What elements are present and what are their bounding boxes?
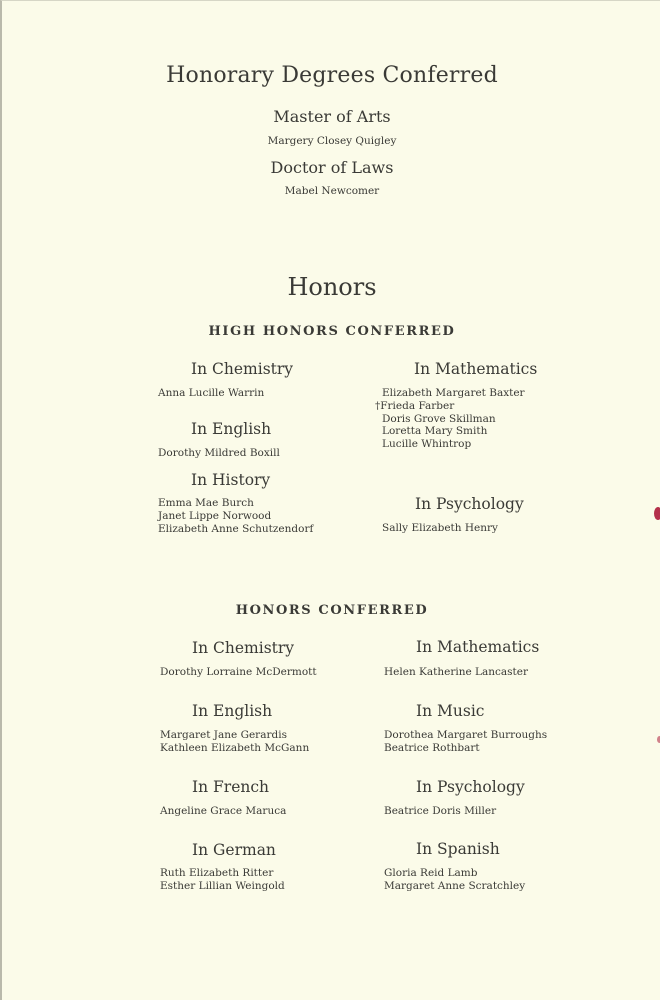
- degree-master-of-arts: Master of Arts: [273, 107, 391, 126]
- names-english: [160, 729, 309, 755]
- honoree-name: Emma Mae Burch: [158, 497, 254, 509]
- subject-chemistry: In Chemistry: [192, 639, 295, 657]
- subject-german: In German: [192, 841, 276, 859]
- names-mathematics: [384, 666, 528, 679]
- names-german: [160, 867, 285, 893]
- subject-mathematics: In Mathematics: [416, 638, 540, 656]
- honorary-degrees-title: Honorary Degrees Conferred: [166, 63, 498, 88]
- subject-music: In Music: [416, 702, 485, 720]
- high-names-chemistry: [158, 387, 264, 400]
- names-chemistry: [160, 666, 317, 679]
- honoree-name: Elizabeth Anne Schutzendorf: [158, 522, 314, 535]
- high-subject-history: In History: [191, 471, 271, 489]
- degree-doctor-of-laws: Doctor of Laws: [270, 158, 394, 177]
- honoree-name: Beatrice Rothbart: [384, 741, 480, 754]
- honoree-name: Helen Katherine Lancaster: [384, 666, 529, 678]
- high-names-mathematics: [375, 387, 525, 451]
- honoree-name: Sally Elizabeth Henry: [382, 522, 498, 534]
- subject-psychology: In Psychology: [416, 778, 525, 796]
- honoree-name: Ruth Elizabeth Ritter: [160, 867, 274, 879]
- names-french: [160, 805, 286, 818]
- high-names-psychology: [382, 522, 498, 535]
- honoree-name: Anna Lucille Warrin: [158, 387, 265, 399]
- honoree-name: †Frieda Farber: [375, 399, 455, 412]
- subject-english: In English: [192, 702, 273, 720]
- honoree-name: Beatrice Doris Miller: [384, 805, 497, 817]
- names-psychology: [384, 805, 496, 818]
- honors-conferred-heading: HONORS CONFERRED: [235, 603, 429, 618]
- high-subject-english: In English: [191, 420, 272, 438]
- names-spanish: [384, 867, 525, 893]
- honoree-name: Doris Grove Skillman: [382, 412, 496, 425]
- recipient-doctor-of-laws: Mabel Newcomer: [284, 185, 380, 197]
- honoree-name: Margaret Jane Gerardis: [160, 729, 287, 741]
- honoree-name: Dorothea Margaret Burroughs: [384, 729, 548, 741]
- high-names-history: [158, 497, 313, 535]
- high-names-english: [158, 447, 280, 460]
- honoree-name: Kathleen Elizabeth McGann: [160, 741, 310, 754]
- subject-french: In French: [192, 778, 270, 796]
- subject-spanish: In Spanish: [416, 840, 500, 858]
- honoree-name: Elizabeth Margaret Baxter: [382, 387, 525, 399]
- high-subject-chemistry: In Chemistry: [191, 360, 294, 378]
- honoree-name: Dorothy Mildred Boxill: [158, 447, 280, 459]
- honoree-name: Janet Lippe Norwood: [158, 509, 272, 522]
- ink-stain: [654, 507, 660, 520]
- recipient-master-of-arts: Margery Closey Quigley: [267, 135, 397, 147]
- honoree-name: Loretta Mary Smith: [382, 425, 488, 438]
- honoree-name: Dorothy Lorraine McDermott: [160, 666, 317, 678]
- honors-title: Honors: [287, 273, 377, 301]
- honoree-name: Lucille Whintrop: [382, 438, 472, 451]
- high-subject-mathematics: In Mathematics: [414, 360, 538, 378]
- high-subject-psychology: In Psychology: [415, 495, 524, 513]
- honoree-name: Gloria Reid Lamb: [384, 867, 478, 879]
- honoree-name: Esther Lillian Weingold: [160, 879, 285, 892]
- honoree-name: Angeline Grace Maruca: [160, 805, 287, 817]
- names-music: [384, 729, 547, 755]
- honoree-name: Margaret Anne Scratchley: [384, 879, 526, 892]
- high-honors-heading: HIGH HONORS CONFERRED: [208, 324, 456, 339]
